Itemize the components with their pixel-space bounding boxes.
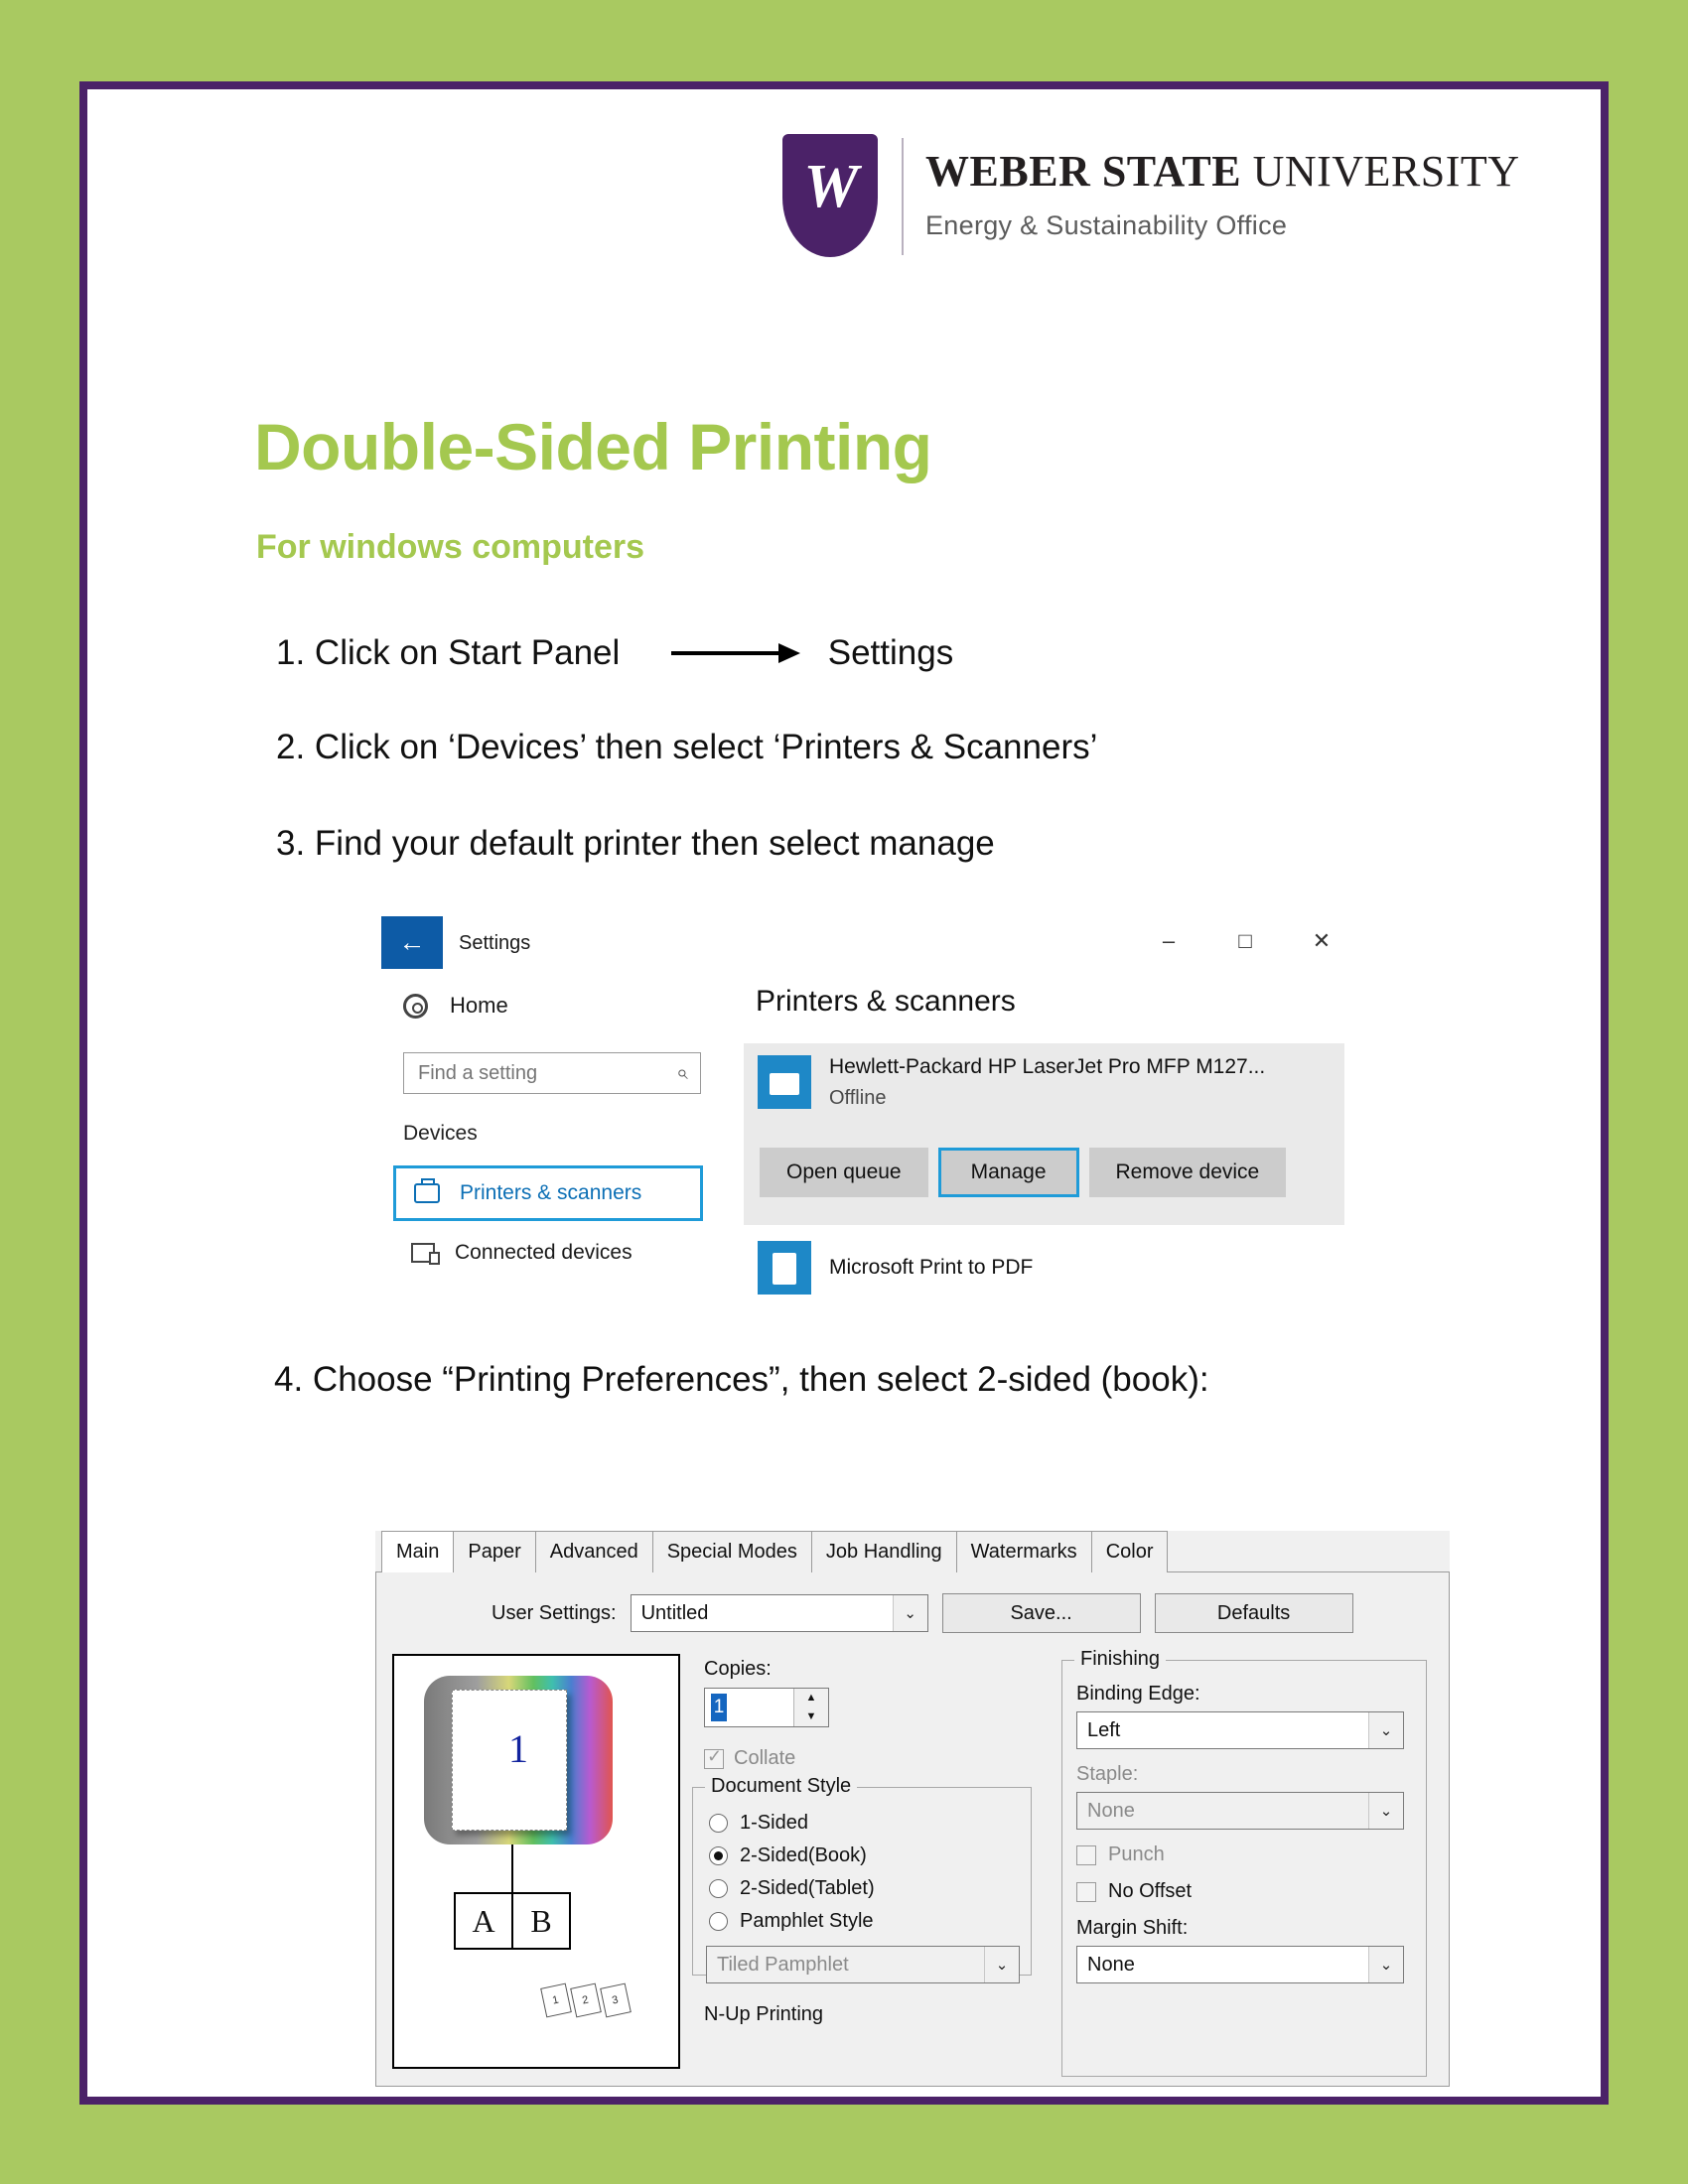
printer-entry [758, 1055, 1265, 1110]
radio-1-sided[interactable] [709, 1812, 1031, 1835]
sidebar-item-connected-devices[interactable] [411, 1241, 633, 1265]
staple-select[interactable] [1076, 1792, 1404, 1830]
radio-2-sided-book[interactable] [709, 1844, 1031, 1867]
chevron-down-icon: ⌄ [1368, 1947, 1403, 1982]
step-2: 2. Click on ‘Devices’ then select ‘Printers & Scanners’ [276, 728, 1098, 766]
punch-checkbox[interactable] [1076, 1843, 1426, 1866]
minimize-icon[interactable]: – [1162, 928, 1176, 953]
staple-value: None [1087, 1799, 1135, 1822]
printer-name: Hewlett-Packard HP LaserJet Pro MFP M127... [829, 1055, 1266, 1078]
step-1-text-a: 1. Click on Start Panel [276, 633, 621, 672]
binding-edge-select[interactable] [1076, 1711, 1404, 1749]
radio-2-sided-book-label: 2-Sided(Book) [740, 1844, 867, 1866]
no-offset-checkbox-box [1076, 1882, 1096, 1902]
radio-1-sided-dot [709, 1814, 728, 1833]
chevron-down-icon: ⌄ [1368, 1712, 1403, 1748]
tab-watermarks[interactable]: Watermarks [956, 1531, 1092, 1572]
close-icon[interactable]: ✕ [1312, 928, 1332, 953]
save-button[interactable]: Save... [942, 1593, 1141, 1633]
step-4: 4. Choose “Printing Preferences”, then select 2-sided (book): [274, 1360, 1209, 1399]
radio-pamphlet-label: Pamphlet Style [740, 1910, 874, 1932]
defaults-button[interactable]: Defaults [1155, 1593, 1353, 1633]
user-settings-value: Untitled [640, 1601, 709, 1624]
page-title: Double-Sided Printing [254, 410, 932, 483]
print-preview [392, 1654, 680, 2069]
page-content [87, 89, 1601, 2097]
preview-connector-line [511, 1844, 513, 1896]
chevron-down-icon: ⌄ [1368, 1793, 1403, 1829]
radio-2-sided-tablet[interactable] [709, 1877, 1031, 1900]
search-icon: ⌕ [676, 1061, 688, 1084]
pamphlet-style-value: Tiled Pamphlet [717, 1953, 849, 1976]
tab-main[interactable]: Main [381, 1531, 454, 1572]
copies-value: 1 [711, 1694, 727, 1721]
tab-job-handling[interactable]: Job Handling [811, 1531, 957, 1572]
collate-checkbox-box [704, 1749, 724, 1769]
radio-1-sided-label: 1-Sided [740, 1812, 808, 1834]
search-box[interactable] [403, 1052, 701, 1094]
margin-shift-label: Margin Shift: [1076, 1917, 1189, 1939]
user-settings-label: User Settings: [492, 1601, 617, 1624]
logo-divider [902, 138, 904, 255]
step-1 [276, 633, 953, 673]
logo-lockup [782, 134, 1520, 257]
radio-2-sided-tablet-label: 2-Sided(Tablet) [740, 1877, 875, 1899]
search-input[interactable] [404, 1053, 656, 1085]
office-name: Energy & Sustainability Office [925, 210, 1288, 240]
prefs-tabstrip [375, 1531, 1450, 1572]
tab-special-modes[interactable]: Special Modes [652, 1531, 812, 1572]
punch-label: Punch [1108, 1843, 1165, 1865]
settings-window-screenshot [381, 916, 1354, 1333]
preview-pages-stack-icon: 1 2 3 [543, 1985, 633, 2015]
settings-titlebar [381, 916, 1354, 971]
devices-icon [411, 1243, 435, 1263]
sidebar-item-printers-scanners[interactable] [393, 1165, 703, 1221]
printer-icon [414, 1183, 440, 1203]
copies-label: Copies: [704, 1658, 772, 1680]
radio-2-sided-book-dot [709, 1846, 728, 1865]
pamphlet-style-select[interactable] [706, 1946, 1020, 1983]
punch-checkbox-box [1076, 1845, 1096, 1865]
chevron-down-icon: ⌄ [893, 1595, 927, 1631]
manage-button[interactable]: Manage [938, 1148, 1079, 1197]
user-settings-select[interactable] [631, 1594, 928, 1632]
margin-shift-select[interactable] [1076, 1946, 1404, 1983]
sidebar-item-home[interactable] [403, 993, 508, 1019]
arrow-icon [671, 643, 800, 661]
radio-pamphlet-style[interactable] [709, 1910, 1031, 1933]
tab-color[interactable]: Color [1091, 1531, 1169, 1572]
settings-main [724, 971, 1354, 1333]
user-settings-row [392, 1590, 1433, 1636]
logo-text [925, 134, 1520, 241]
maximize-icon[interactable]: □ [1238, 928, 1252, 953]
prefs-body [375, 1572, 1450, 2087]
margin-shift-value: None [1087, 1953, 1135, 1976]
printer-device-icon [758, 1055, 811, 1109]
page-border [79, 81, 1609, 2105]
chevron-down-icon: ⌄ [984, 1947, 1019, 1982]
back-icon[interactable]: ← [381, 916, 443, 969]
settings-page-title: Printers & scanners [756, 985, 1016, 1018]
sidebar-item-home-label: Home [450, 993, 508, 1018]
stepper-arrows[interactable] [793, 1689, 828, 1726]
stepper-up-icon[interactable]: ▲ [805, 1692, 817, 1704]
gear-icon [403, 994, 428, 1019]
open-queue-button[interactable]: Open queue [760, 1148, 928, 1197]
radio-pamphlet-dot [709, 1912, 728, 1931]
settings-body [381, 971, 1354, 1333]
preview-book-right: B [530, 1903, 552, 1939]
remove-device-button[interactable]: Remove device [1089, 1148, 1287, 1197]
printing-preferences-screenshot [375, 1531, 1450, 2087]
preview-book-icon [454, 1892, 571, 1950]
binding-edge-label: Binding Edge: [1076, 1683, 1200, 1705]
printer-status: Offline [829, 1087, 887, 1109]
stepper-down-icon[interactable]: ▼ [805, 1710, 817, 1722]
shield-letter: W [803, 153, 857, 220]
settings-sidebar [381, 971, 724, 1333]
collate-label: Collate [734, 1747, 796, 1769]
tab-advanced[interactable]: Advanced [535, 1531, 653, 1572]
radio-2-sided-tablet-dot [709, 1879, 728, 1898]
binding-edge-value: Left [1087, 1718, 1121, 1741]
collate-checkbox[interactable] [704, 1747, 795, 1770]
staple-label: Staple: [1076, 1763, 1139, 1785]
preview-book-left: A [456, 1894, 513, 1948]
no-offset-checkbox[interactable] [1076, 1880, 1426, 1903]
preview-page-number: 1 [508, 1726, 528, 1771]
document-style-legend: Document Style [705, 1775, 857, 1798]
copies-stepper[interactable] [704, 1688, 829, 1727]
finishing-legend: Finishing [1074, 1648, 1166, 1671]
weber-shield-icon [782, 134, 878, 257]
sidebar-section-label: Devices [403, 1122, 478, 1145]
settings-window-title: Settings [459, 932, 531, 954]
university-name [925, 146, 1520, 197]
no-offset-label: No Offset [1108, 1880, 1193, 1902]
step-3: 3. Find your default printer then select manage [276, 824, 995, 863]
printer-actions [760, 1148, 1286, 1197]
sidebar-item-connected-label: Connected devices [455, 1241, 633, 1264]
nup-printing-label: N-Up Printing [704, 2003, 824, 2025]
sidebar-item-printers-label: Printers & scanners [460, 1181, 642, 1204]
university-name-bold: WEBER STATE [925, 147, 1242, 196]
pdf-printer-icon [758, 1241, 811, 1295]
tab-paper[interactable]: Paper [453, 1531, 535, 1572]
printer-card[interactable] [744, 1043, 1344, 1225]
window-controls [1146, 928, 1344, 954]
pdf-printer-entry[interactable] [758, 1241, 1033, 1295]
pdf-printer-name: Microsoft Print to PDF [829, 1256, 1034, 1279]
page-subtitle: For windows computers [256, 528, 645, 566]
university-name-light: UNIVERSITY [1252, 147, 1520, 196]
finishing-group [1061, 1648, 1427, 2077]
preview-thumbnail [424, 1676, 613, 1844]
step-1-text-b: Settings [827, 633, 954, 672]
